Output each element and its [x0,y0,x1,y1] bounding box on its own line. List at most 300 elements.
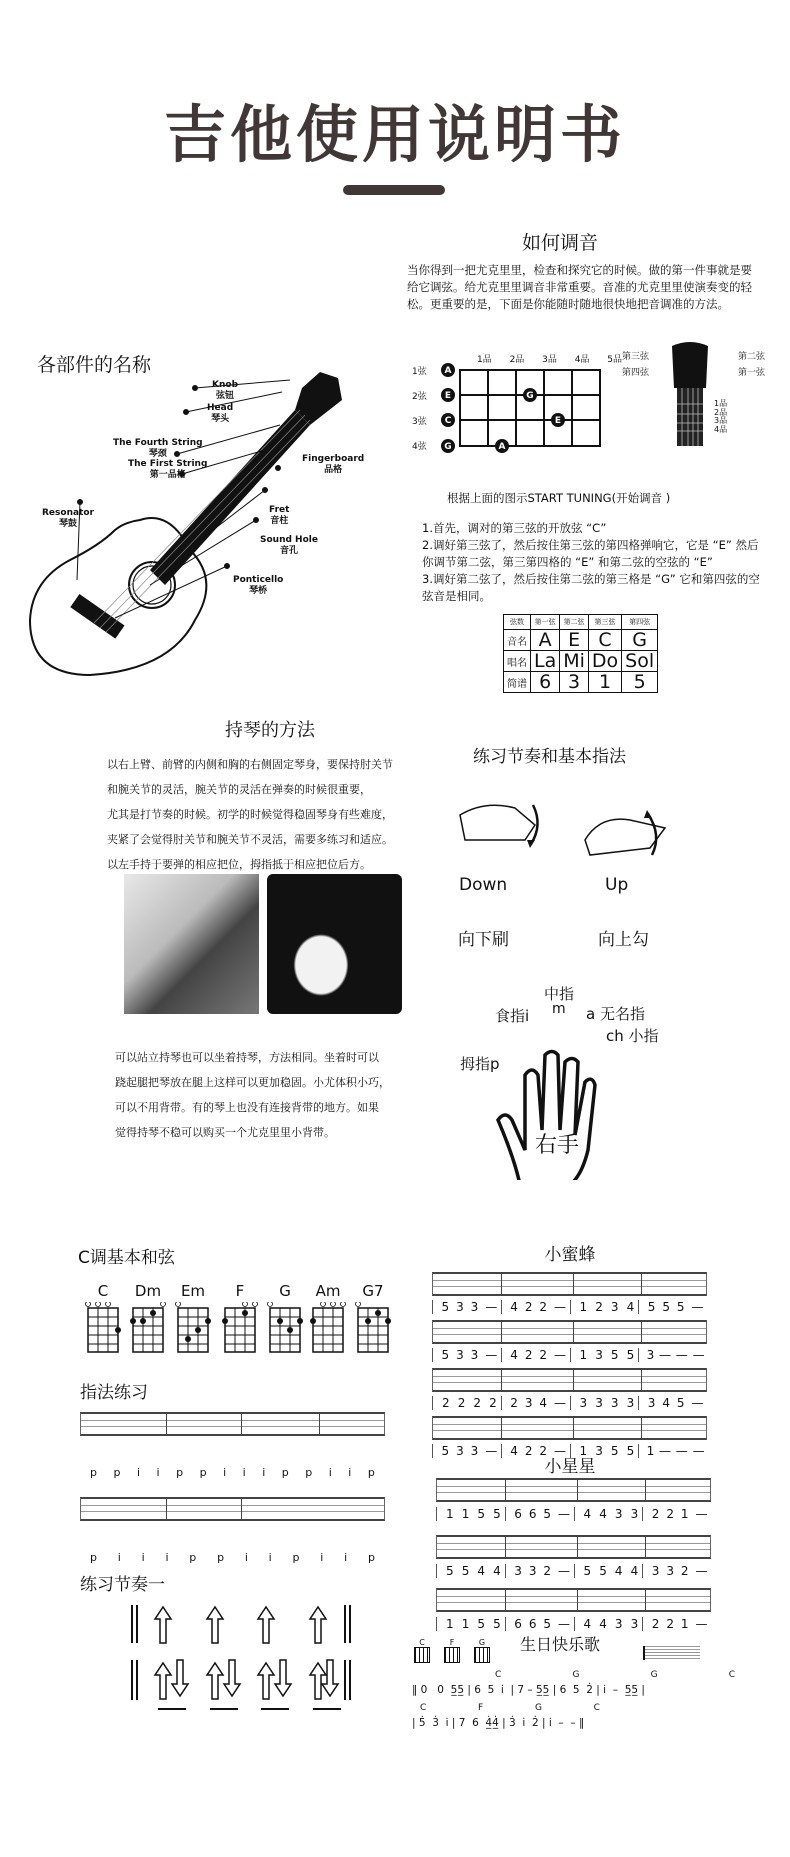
note: 5 [477,1507,486,1521]
note: 5 [610,1444,619,1458]
note: 5 [626,1444,635,1458]
note: 3 [626,1396,635,1410]
text-line: 跷起腿把琴放在腿上这样可以更加稳固。小尤体积小巧， [115,1076,390,1089]
note: 6 [528,1507,537,1521]
note: 5 [477,1617,486,1631]
start-tuning-caption: 根据上面的图示START TUNING(开始调音 ) [447,491,671,505]
svg-text:3弦: 3弦 [412,417,427,427]
note: 3 [595,1444,603,1458]
holding-para1 [107,752,437,877]
table-header: 弦数 [504,615,531,630]
tuning-intro: 当你得到一把尤克里里，检查和探究它的时候。做的第一件事就是要给它调弦。给尤克里里调音非常重要。音准的尤克里里使演奏变的轻松。更重要的是，下面是你能随时随地很快地把音调准的方法。 [407,263,752,311]
headstock-label-fourth: 第四弦 [622,368,650,378]
finger-pinky-label: ch 小指 [606,1027,659,1045]
note: 3 [630,1617,639,1631]
note: 5 [493,1507,501,1521]
finger-letter: i [136,1466,141,1479]
row-label: 唱名 [504,651,531,672]
tuning-step: 2.调好第三弦了，然后按住第三弦的第四格弹响它，它是 “E” 然后你调节第二弦，第三第四格的 “E” 和第二弦的空弦的 “E” [422,538,759,569]
svg-text:E: E [554,416,562,426]
finger-letter: p [90,1551,97,1564]
fret-label: 4品 [714,424,728,434]
note: 3 [528,1564,537,1578]
note: — [558,1564,570,1578]
label-en: Fret [269,505,290,515]
cell: Sol [622,651,658,672]
note: 5 [441,1348,450,1362]
note: 5 [543,1617,552,1631]
note: 1 [446,1617,454,1631]
song-bee-title: 小蜜蜂 [544,1245,596,1265]
chord-name: F [449,1638,455,1647]
fret-label: 3品 [714,416,728,425]
note: 6 [514,1617,522,1631]
note: — [485,1300,498,1314]
headstock-diagram [622,338,782,446]
down-label: Down [459,875,508,895]
note: 4 [510,1300,518,1314]
part-label-ponticello [233,575,283,597]
notation-line [436,1507,711,1521]
chord-name: G [534,1703,542,1713]
staff [432,1272,707,1296]
holding-photo-2 [267,874,402,1014]
chord-name: F [235,1282,245,1300]
note: 5 [543,1507,552,1521]
finger-letter: i [348,1466,352,1479]
chord-name: C [419,1638,425,1647]
note: 2 [680,1564,689,1578]
finger-letter: i [242,1466,246,1479]
notation-line [432,1348,707,1362]
finger-letter: i [117,1551,121,1564]
birthday-line1: ‖ 0 0 5̲5̲ | 6 5 i̇ | 7 – 5̲5̲ | 6 5 2̇ | i̇ – 5̲5̲ | [412,1684,645,1696]
label-en: Sound Hole [260,535,318,545]
part-label-sound-hole [260,535,318,557]
birthday-chord-boxes [414,1638,490,1663]
chord-name: C [728,1670,735,1680]
note: 4 [493,1564,501,1578]
note: 5 [599,1564,607,1578]
note: — [675,1348,688,1362]
label-zh: 琴桥 [249,586,268,596]
chord-name: Em [180,1282,206,1300]
label-zh: 弦钮 [216,391,235,401]
note: — [695,1507,708,1521]
label-zh: 琴颈 [148,449,167,459]
chord-grids [85,1302,405,1357]
up-label: Up [605,875,629,895]
note: 6 [528,1617,537,1631]
chord-g7 [355,1282,391,1300]
fingering-letters [80,1466,385,1479]
note: 2 [524,1444,533,1458]
note: — [554,1444,566,1458]
note: — [554,1300,566,1314]
chord-name: G [279,1282,291,1300]
note: 3 [470,1444,479,1458]
finger-letter: i [223,1466,227,1479]
chord-dm [130,1282,166,1300]
strumming-heading: 练习节奏和基本指法 [473,747,626,767]
part-label-fourth-string [113,438,203,460]
label-zh: 琴头 [211,414,230,424]
holding-photo-1 [124,874,259,1014]
staff [436,1478,711,1502]
label-zh: 第一品格 [149,470,186,480]
headstock-label-second: 第二弦 [738,352,766,362]
note: — [485,1348,498,1362]
cell: Mi [560,651,589,672]
finger-letter: i [244,1551,248,1564]
svg-text:A: A [498,442,506,452]
note: 1 [461,1617,470,1631]
cell: 5 [622,672,658,693]
note: 5 [583,1564,592,1578]
finger-letter: p [217,1551,225,1564]
chord-f [222,1282,258,1300]
fingering-letters [80,1551,385,1564]
table-header: 第二弦 [560,615,589,630]
chord-name: G [650,1670,658,1680]
note: — [659,1444,672,1458]
holding-para2 [115,1045,445,1145]
table-header: 第一弦 [531,615,560,630]
note: 2 [651,1507,660,1521]
note: 3 [595,1348,603,1362]
note: 2 [442,1396,450,1410]
notation-line [436,1617,711,1631]
cell: Do [588,651,621,672]
chord-name: F [478,1703,484,1713]
label-en: The First String [128,459,208,469]
tuning-fret-diagram [412,352,642,462]
rhythm-heading: 练习节奏一 [80,1575,165,1595]
note: 5 [441,1300,450,1314]
note: 3 [614,1617,623,1631]
birthday-line1-chords [495,1670,735,1680]
note: 1 [680,1617,689,1631]
label-zh: 音孔 [279,546,298,556]
note: 3 [610,1300,619,1314]
fingering-row-1 [80,1412,385,1479]
note: 3 [651,1564,660,1578]
cell: A [531,630,560,651]
note: — [558,1617,570,1631]
note: 5 [441,1444,450,1458]
finger-letter: p [113,1466,121,1479]
fingering-heading: 指法练习 [80,1383,148,1403]
note: 5 [461,1564,470,1578]
note: 5 [662,1300,670,1314]
fingering-row-2 [80,1497,385,1564]
note: 5 [626,1348,635,1362]
chords-heading: C调基本和弦 [78,1248,175,1268]
note: 2 [539,1300,548,1314]
staff [436,1535,711,1559]
finger-letter: p [281,1466,289,1479]
note: 3 [456,1444,464,1458]
note: 3 [614,1507,623,1521]
label-en: Resonator [42,508,94,518]
chord-box-c [414,1638,430,1663]
label-zh: 音柱 [270,516,289,526]
down-zh-label: 向下刷 [458,930,509,950]
staff [432,1416,707,1440]
row-label: 简谱 [504,672,531,693]
text-line: 可以不用背带。有的琴上也没有连接背带的地方。如果 [115,1101,379,1114]
note: 2 [524,1300,533,1314]
notation-line [432,1300,707,1314]
text-line: 觉得持琴不稳可以购买一个尤克里里小背带。 [115,1126,335,1139]
note: — [695,1617,708,1631]
cell: La [531,651,560,672]
svg-text:4弦: 4弦 [412,442,427,452]
chord-name: C [495,1670,502,1680]
svg-text:1弦: 1弦 [412,367,427,377]
note: 3 [646,1348,655,1362]
finger-letter: i [141,1551,145,1564]
fret-label: 3品 [542,355,557,365]
note: 1 [579,1348,588,1362]
finger-letter: i [156,1466,160,1479]
note: 2 [539,1444,548,1458]
svg-text:G: G [444,442,452,452]
finger-thumb-label: 拇指p [460,1055,500,1073]
label-zh: 品格 [324,465,343,475]
staff [432,1320,707,1344]
rhythm-arrows [130,1605,360,1715]
chord-name: C [420,1703,427,1713]
finger-letter: i [344,1551,348,1564]
svg-text:E: E [444,391,452,401]
note: 3 [666,1564,674,1578]
fret-label: 1品 [477,355,492,365]
note: 2 [524,1348,533,1362]
up-zh-label: 向上勾 [598,930,649,950]
page-title: 吉他使用说明书 [163,98,626,171]
birthday-line2: | 5̇ 3̇ i̇ | 7 6 4̲̇4̲̇ | 3̇ i̇ 2̇ | i̇ – – ‖ [412,1717,585,1729]
table-row [504,672,658,693]
hand-down-icon [455,800,555,850]
finger-middle-label: 中指 [544,985,575,1003]
fret-label: 5品 [607,355,622,365]
finger-ring-label: a 无名指 [586,1005,645,1023]
text-line: 夹紧了会觉得肘关节和腕关节不灵活，需要多练习和适应。 [107,833,393,846]
right-hand-label: 右手 [535,1133,580,1158]
text-line: 以左手持于要弹的相应把位，拇指抵于相应把位后方。 [107,858,371,871]
headstock-label-first: 第一弦 [738,368,766,378]
note: 5 [676,1396,685,1410]
chord-name: G7 [362,1282,384,1300]
note: 1 [680,1507,689,1521]
chord-box-f [444,1638,460,1663]
note: 2 [539,1348,548,1362]
chord-g [267,1282,303,1300]
note: — [691,1300,704,1314]
finger-letter: p [305,1466,313,1479]
birthday-line2-chords [420,1703,600,1713]
fret-label: 2品 [714,407,728,417]
note: 4 [583,1617,592,1631]
note: — [692,1348,705,1362]
note: 4 [510,1348,518,1362]
note: 6 [514,1507,522,1521]
note: 3 [456,1300,464,1314]
finger-index-label: 食指i [495,1007,530,1025]
finger-m-label: m [552,1001,566,1017]
title-underline [343,185,445,195]
tuning-steps [422,520,767,605]
chord-c [85,1282,121,1300]
note: — [485,1444,498,1458]
staff [436,1588,711,1612]
note: 5 [493,1617,501,1631]
fret-label: 4品 [574,355,590,365]
note: 2 [651,1617,660,1631]
note: 3 [456,1348,464,1362]
notation-line [436,1564,711,1578]
label-en: The Fourth String [113,438,203,448]
finger-letter: i [165,1551,169,1564]
song-bee-score [432,1272,707,1464]
note: 5 [446,1564,454,1578]
cell: 1 [588,672,621,693]
svg-text:2弦: 2弦 [412,392,427,402]
fret-label: 1品 [714,399,728,408]
finger-letter: i [268,1551,272,1564]
fret-grid [412,362,642,462]
table-header: 第三弦 [588,615,621,630]
song-star-title: 小星星 [544,1457,596,1477]
note: 2 [457,1396,466,1410]
song-star-score [436,1478,711,1631]
note: 3 [514,1564,522,1578]
staff [80,1412,385,1436]
staff [80,1497,385,1521]
staff [432,1368,707,1392]
text-line: 可以站立持琴也可以坐着持琴，方法相同。坐着时可以 [115,1051,379,1064]
text-line: 以右上臂、前臂的内侧和胸的右侧固定琴身，要保持肘关节 [107,758,393,771]
svg-text:C: C [444,416,452,426]
note: 5 [676,1300,685,1314]
part-label-head [207,403,233,425]
note: 3 [470,1348,479,1362]
note: — [554,1396,566,1410]
note: 5 [647,1300,656,1314]
tuning-step: 3.调好第二弦了，然后按住第二弦的第三格是 “G” 它和第四弦的空弦音是相同。 [422,572,760,603]
note: 3 [610,1396,619,1410]
note: — [692,1444,705,1458]
chord-diagrams [85,1282,405,1357]
finger-letter: p [199,1466,207,1479]
hand-up-icon [580,810,680,860]
chord-name: C [593,1703,600,1713]
label-en: Ponticello [233,575,284,585]
parts-heading: 各部件的名称 [37,354,152,376]
note: 2 [666,1617,674,1631]
song-birthday-title: 生日快乐歌 [520,1635,601,1654]
note: 4 [599,1507,607,1521]
part-label-knob [212,380,238,402]
finger-letter: i [262,1466,266,1479]
note: 4 [477,1564,486,1578]
tuning-table [503,614,658,693]
chord-em [175,1282,211,1300]
note: 1 [646,1444,655,1458]
finger-letter: p [292,1551,300,1564]
cell: 3 [560,672,589,693]
note: 3 [470,1300,479,1314]
note: 4 [583,1507,592,1521]
finger-letter: p [90,1466,97,1479]
cell: 6 [531,672,560,693]
chord-name: Dm [134,1282,162,1300]
note: — [558,1507,570,1521]
fret-label: 2品 [509,355,525,365]
note: 4 [662,1396,670,1410]
tuning-step: 1.首先，调对的第三弦的开放弦 “C” [422,521,607,535]
note: 3 [524,1396,533,1410]
note: 2 [543,1564,552,1578]
note: — [695,1564,708,1578]
note: 2 [473,1396,482,1410]
note: 1 [461,1507,470,1521]
headstock-icon [660,338,720,446]
label-en: Head [207,403,234,413]
chord-am [310,1282,346,1300]
cell: C [588,630,621,651]
svg-text:G: G [526,391,534,401]
finger-letter: p [176,1466,184,1479]
note: 4 [539,1396,548,1410]
note: 4 [630,1564,639,1578]
part-label-resonator [42,508,94,530]
note: 3 [630,1507,639,1521]
chord-name: G [572,1670,580,1680]
note: 4 [599,1617,607,1631]
text-line: 和腕关节的灵活，腕关节的灵活在弹奏的时候很重要， [107,783,371,796]
chord-box-g [474,1638,490,1663]
note: 2 [595,1300,603,1314]
label-en: Knob [212,380,239,390]
note: 1 [579,1300,588,1314]
note: 1 [446,1507,454,1521]
table-row [504,651,658,672]
note: 3 [595,1396,603,1410]
notation-line [432,1396,707,1410]
finger-letter: p [367,1466,375,1479]
text-line: 尤其是打节奏的时候。初学的时候觉得稳固琴身有些难度， [107,808,393,821]
holding-heading: 持琴的方法 [225,720,315,741]
part-label-fingerboard [302,454,364,476]
headstock-fret-labels [714,400,727,434]
part-label-fret [269,505,289,527]
note: 2 [489,1396,497,1410]
label-en: Fingerboard [302,454,365,464]
note: 2 [510,1396,518,1410]
note: 4 [510,1444,518,1458]
note: 2 [666,1507,674,1521]
note: 4 [626,1300,635,1314]
finger-letter: i [320,1551,324,1564]
note: 3 [579,1396,588,1410]
note: — [675,1444,688,1458]
part-label-first-string [128,459,207,481]
label-zh: 琴鼓 [58,519,77,529]
note: — [659,1348,672,1362]
svg-text:A: A [444,366,452,376]
